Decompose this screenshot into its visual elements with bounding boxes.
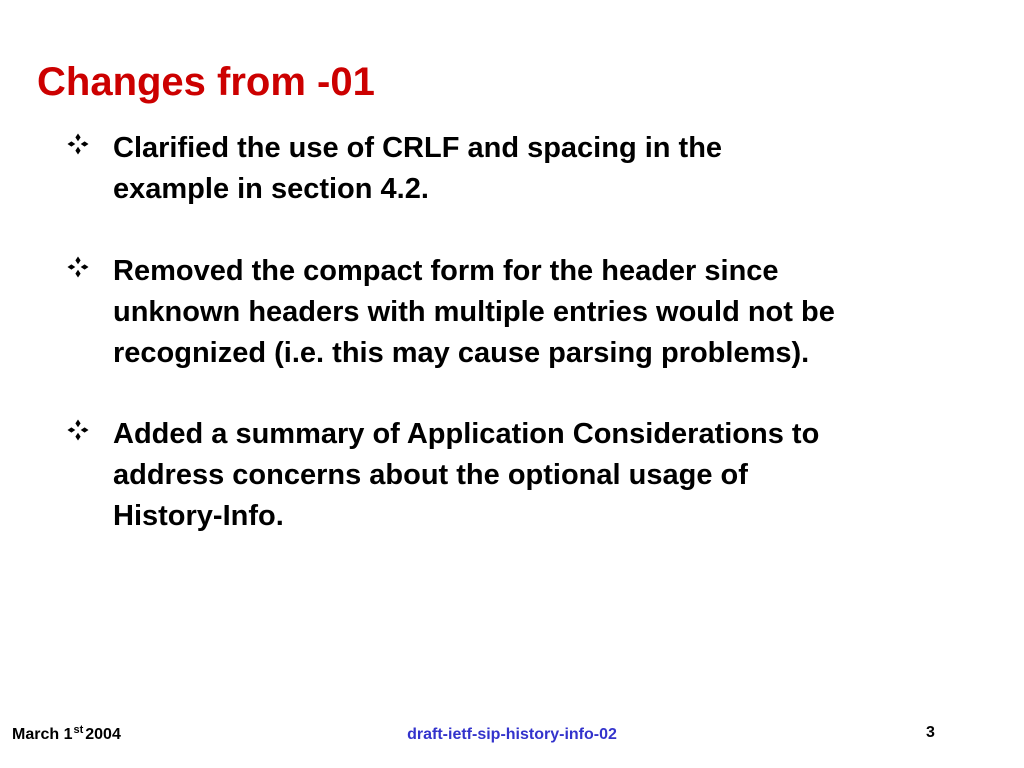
- diamond-four-icon: [66, 255, 90, 279]
- footer-date-prefix: March 1: [12, 726, 73, 743]
- bullet-line: recognized (i.e. this may cause parsing problems).: [113, 337, 810, 369]
- page-number: 3: [926, 724, 935, 741]
- slide-title: Changes from -01: [37, 60, 375, 104]
- bullet-line: Removed the compact form for the header since: [113, 255, 779, 287]
- bullet-line: History-Info.: [113, 500, 284, 532]
- bullet-line: example in section 4.2.: [113, 173, 429, 205]
- bullet-text: [113, 128, 978, 210]
- bullet-line: address concerns about the optional usage of: [113, 459, 748, 491]
- bullet-text: [113, 251, 978, 374]
- footer-date-year: 2004: [85, 726, 121, 743]
- diamond-four-icon: [66, 418, 90, 442]
- footer-draft-name: draft-ietf-sip-history-info-02: [407, 726, 617, 743]
- bullet-line: unknown headers with multiple entries would not be: [113, 296, 835, 328]
- footer-date-suffix: st: [73, 724, 84, 736]
- bullet-text: [113, 414, 978, 537]
- bullet-line: Added a summary of Application Considerations to: [113, 418, 820, 450]
- diamond-four-icon: [66, 132, 90, 156]
- bullet-line: Clarified the use of CRLF and spacing in the: [113, 132, 723, 164]
